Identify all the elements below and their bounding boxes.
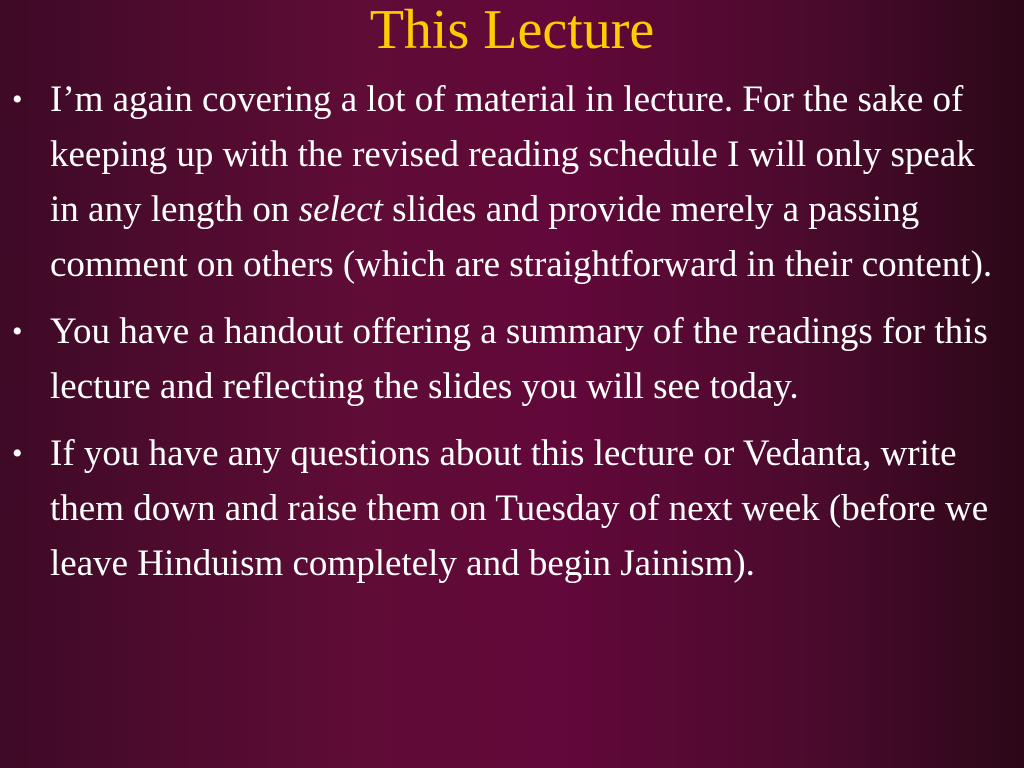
bullet-item-2: [10, 304, 1010, 414]
bullet-icon: •: [12, 83, 23, 116]
bullet-item-1: [10, 72, 1010, 292]
bullet-icon: •: [12, 437, 23, 470]
bullet-text-2: You have a handout offering a summary of the readings for this lecture and reflecting the slides you will see today.: [50, 311, 988, 407]
bullet-text-1-start: I’m again covering a lot of material in lecture. For the sake of keeping up with the revised reading schedule I will only speak in any length on: [50, 79, 975, 230]
bullet-item-3: [10, 426, 1010, 591]
bullet-list: [10, 72, 1010, 603]
bullet-text-1-emphasis: select: [298, 189, 383, 230]
slide-title: This Lecture: [369, 0, 655, 61]
bullet-icon: •: [12, 315, 23, 348]
bullet-text-3: If you have any questions about this lecture or Vedanta, write them down and raise them on Tuesday of next week (before we leave Hinduism completely and begin Jainism).: [50, 433, 989, 584]
bullet-text-1-end: slides and provide merely a passing comment on others (which are straightforward in their content).: [50, 189, 993, 285]
